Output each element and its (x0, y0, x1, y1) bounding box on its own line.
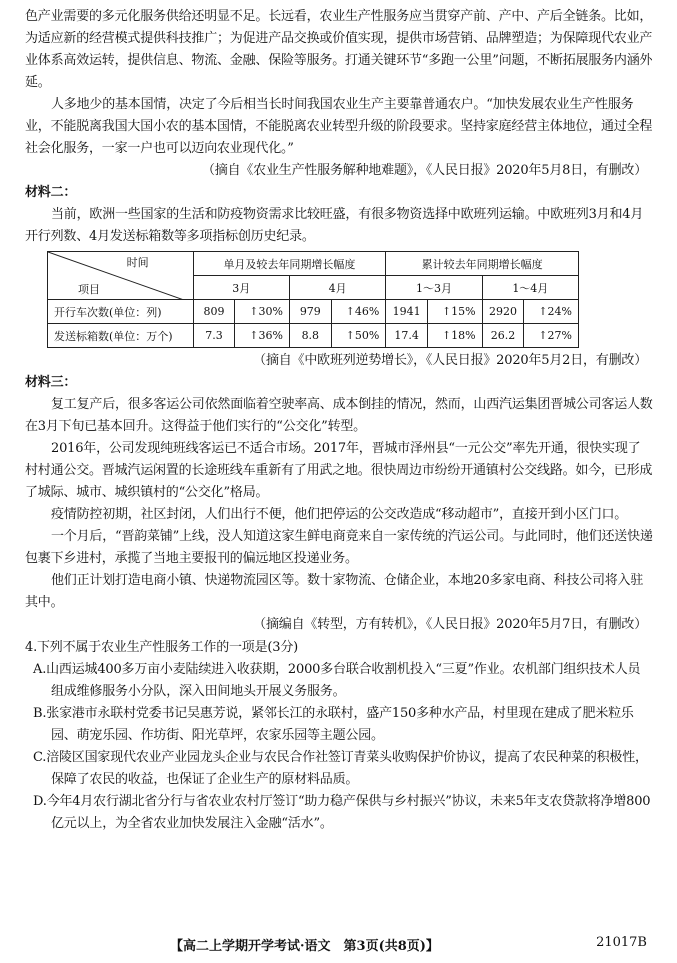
table-cell: 17.4 (386, 324, 428, 348)
diagonal-line (48, 252, 184, 300)
paragraph: 他们正计划打造电商小镇、快递物流园区等。数十家物流、仓储企业，本地20多家电商、科技公司将入驻其中。 (25, 573, 644, 610)
table-cell: 2920 (482, 300, 524, 324)
period-header: 1～4月 (482, 276, 578, 300)
table-cell: 8.8 (289, 324, 331, 348)
answer-option-c: C.涪陵区国家现代农业产业园龙头企业与农民合作社签订青菜头收购保护价协议，提高了农民种菜的积极性，保障了农民的收益，也保证了企业生产的原材料品质。 (33, 750, 648, 787)
paragraph: 疫情防控初期，社区封闭，人们出行不便，他们把停运的公交改造成“移动超市”，直接开到小区门口。 (51, 507, 628, 522)
statistics-table (47, 251, 579, 348)
row-label: 开行车次数(单位：列) (48, 300, 194, 324)
source-citation: （摘自《中欧班列逆势增长》，《人民日报》2020年5月2日，有删改） (253, 353, 647, 368)
answer-option-b: B.张家港市永联村党委书记吴惠芳说，紧邻长江的永联村，盛产150多种水产品，村里现在建成了肥米粒乐园、萌宠乐园、作坊街、阳光草坪，农家乐园等主题公园。 (33, 706, 634, 743)
paragraph: 当前，欧洲一些国家的生活和防疫物资需求比较旺盛，有很多物资选择中欧班列运输。中欧班列3月和4月开行列数、4月发送标箱数等多项指标创历史纪录。 (25, 207, 644, 244)
table-row (48, 300, 579, 324)
table-cell: 1941 (386, 300, 428, 324)
corner-bottom-label: 项目 (78, 283, 100, 296)
question-stem: 4.下列不属于农业生产性服务工作的一项是(3分) (25, 640, 299, 655)
footer-exam-info: 【高二上学期开学考试·语文 第3页(共8页)】 (170, 939, 439, 954)
table-cell: ↑30% (235, 300, 290, 324)
table-cell: 979 (289, 300, 331, 324)
answer-option-d: D.今年4月农行湖北省分行与省农业农村厅签订“助力稳产保供与乡村振兴”协议，未来5年支农贷款将净增800亿元以上，为全省农业加快发展注入金融“活水”。 (33, 794, 651, 831)
table-cell: 26.2 (482, 324, 524, 348)
table-group-header: 累计较去年同期增长幅度 (386, 252, 579, 276)
table-cell: ↑50% (331, 324, 386, 348)
paragraph: 复工复产后，很多客运公司依然面临着空驶率高、成本倒挂的情况，然而，山西汽运集团晋城公司客运人数在3月下旬已基本回升。这得益于他们实行的“公交化”转型。 (25, 397, 653, 434)
table-cell: 7.3 (193, 324, 235, 348)
paragraph: 一个月后，“晋韵菜铺”上线，没人知道这家生鲜电商竟来自一家传统的汽运公司。与此同时，他们还送快递包裹下乡进村，承揽了当地主要报刊的偏远地区投递业务。 (25, 529, 653, 566)
material-heading: 材料三： (25, 375, 77, 390)
table-cell: ↑46% (331, 300, 386, 324)
answer-option-a: A.山西运城400多万亩小麦陆续进入收获期，2000多台联合收割机投入“三夏”作业。农机部门组织技术人员组成维修服务小分队，深入田间地头开展义务服务。 (33, 662, 641, 699)
paragraph: 色产业需要的多元化服务供给还明显不足。长远看，农业生产性服务应当贯穿产前、产中、产后全链条。比如，为适应新的经营模式提供科技推广；为促进产品交换或价值实现，提供市场营销、品牌塑造；为保障现代农业产业体系高效运转，提供信息、物流、金融、保险等服务。打通关键环节“多跑一公里”问题，不断拓展服务内涵外延。 (25, 9, 653, 90)
table-corner-cell (48, 252, 194, 300)
table-cell: ↑18% (428, 324, 483, 348)
table-header-row (48, 252, 579, 276)
corner-top-label: 时间 (126, 256, 149, 269)
table-cell: ↑24% (524, 300, 579, 324)
table-cell: ↑36% (235, 324, 290, 348)
period-header: 1～3月 (386, 276, 482, 300)
table-row (48, 324, 579, 348)
source-citation: （摘编自《转型，方有转机》，《人民日报》2020年5月7日，有删改） (253, 617, 647, 632)
footer-paper-code: 21017B (596, 935, 647, 950)
period-header: 3月 (193, 276, 289, 300)
table-cell: 809 (193, 300, 235, 324)
material-heading: 材料二： (25, 185, 77, 200)
table-cell: ↑15% (428, 300, 483, 324)
source-citation: （摘自《农业生产性服务解种地难题》，《人民日报》2020年5月8日，有删改） (201, 163, 647, 178)
row-label: 发送标箱数(单位：万个) (48, 324, 194, 348)
table-group-header: 单月及较去年同期增长幅度 (193, 252, 386, 276)
table-cell: ↑27% (524, 324, 579, 348)
period-header: 4月 (289, 276, 385, 300)
paragraph: 人多地少的基本国情，决定了今后相当长时间我国农业生产主要靠普通农户。“加快发展农业生产性服务业，不能脱离我国大国小农的基本国情，不能脱离农业转型升级的阶段要求。坚持家庭经营主体地位，通过全程社会化服务，一家一户也可以迈向农业现代化。” (25, 97, 653, 156)
paragraph: 2016年，公司发现纯班线客运已不适合市场。2017年，晋城市泽州县“一元公交”率先开通，很快实现了村村通公交。晋城汽运闲置的长途班线车重新有了用武之地。很快周边市纷纷开通镇村公交线路。如今，已形成了城际、城市、城织镇村的“公交化”格局。 (25, 441, 653, 500)
